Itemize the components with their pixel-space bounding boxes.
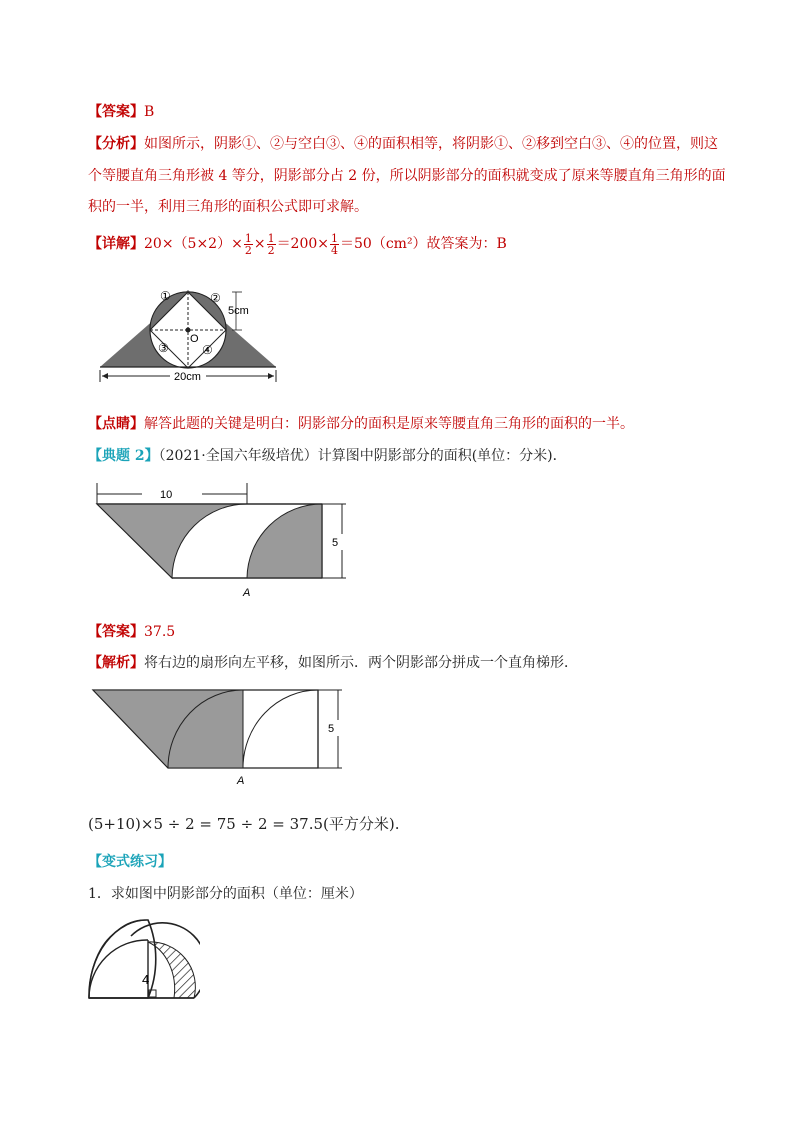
label-10: 10 (160, 489, 173, 501)
detail-part-3: ＝200× (276, 236, 330, 252)
label-3: ③ (158, 341, 169, 355)
label-a: A (237, 775, 245, 787)
answer-value: B (144, 104, 155, 120)
detail-line (88, 230, 507, 258)
fraction-2: $\frac{1}{2}$ (267, 231, 275, 257)
fraction-1: $\frac{1}{2}$ (244, 231, 252, 257)
answer-2-tag: 【答案】 (88, 624, 144, 640)
comment-line (88, 414, 634, 434)
practice-line (88, 852, 172, 872)
label-5: 5 (328, 723, 335, 735)
comment-tag: 【点睛】 (88, 416, 144, 432)
answer-line (88, 102, 154, 122)
analysis-tag: 【分析】 (88, 136, 144, 152)
analysis-line-1 (88, 134, 718, 154)
hatched-sector-figure (86, 912, 200, 1004)
label-1: ① (160, 289, 171, 303)
comment-text: 解答此题的关键是明白：阴影部分的面积是原来等腰直角三角形的面积的一半。 (144, 416, 634, 432)
detail-part-2: × (253, 236, 266, 252)
label-5: 5 (332, 537, 339, 549)
label-5cm: 5cm (228, 305, 249, 317)
practice-tag: 【变式练习】 (88, 854, 172, 870)
example-2-line (88, 446, 567, 466)
answer-2-value: 37.5 (144, 624, 176, 640)
triangle-circle-figure (94, 282, 284, 388)
detail-tag: 【详解】 (88, 236, 144, 252)
formula-line: (5+10)×5 ÷ 2 = 75 ÷ 2 = 37.5(平方分米). (88, 815, 400, 833)
detail-part-4: ＝50（cm²）故答案为：B (340, 236, 507, 252)
label-a: A (243, 587, 251, 599)
detail-part-1: 20×（5×2）× (144, 236, 243, 252)
label-o: O (190, 333, 199, 345)
analysis-text-3: 积的一半，利用三角形的面积公式即可求解。 (88, 199, 368, 215)
analysis-text-2: 个等腰直角三角形被 4 等分，阴影部分占 2 份，所以阴影部分的面积就变成了原来等腰直角三角形的面 (88, 168, 726, 184)
question-1: 1．求如图中阴影部分的面积（单位：厘米） (88, 886, 363, 902)
answer-2-line (88, 622, 175, 642)
example-2-text: （2021·全国六年级培优）计算图中阴影部分的面积(单位：分米)． (158, 448, 567, 464)
sector-figure-shifted (88, 684, 350, 788)
label-20cm: 20cm (174, 371, 201, 383)
label-2: ② (210, 291, 221, 305)
solution-text: 将右边的扇形向左平移，如图所示．两个阴影部分拼成一个直角梯形． (144, 655, 578, 671)
example-2-tag: 【典题 2】 (88, 448, 159, 464)
fraction-3: $\frac{1}{4}$ (331, 231, 339, 257)
sector-figure-original (92, 478, 354, 602)
solution-line (88, 653, 578, 673)
label-4: 4 (142, 972, 150, 987)
label-4: ④ (202, 343, 213, 357)
analysis-text-1: 如图所示，阴影①、②与空白③、④的面积相等，将阴影①、②移到空白③、④的位置，则这 (144, 136, 718, 152)
solution-tag: 【解析】 (88, 655, 144, 671)
answer-tag: 【答案】 (88, 104, 144, 120)
